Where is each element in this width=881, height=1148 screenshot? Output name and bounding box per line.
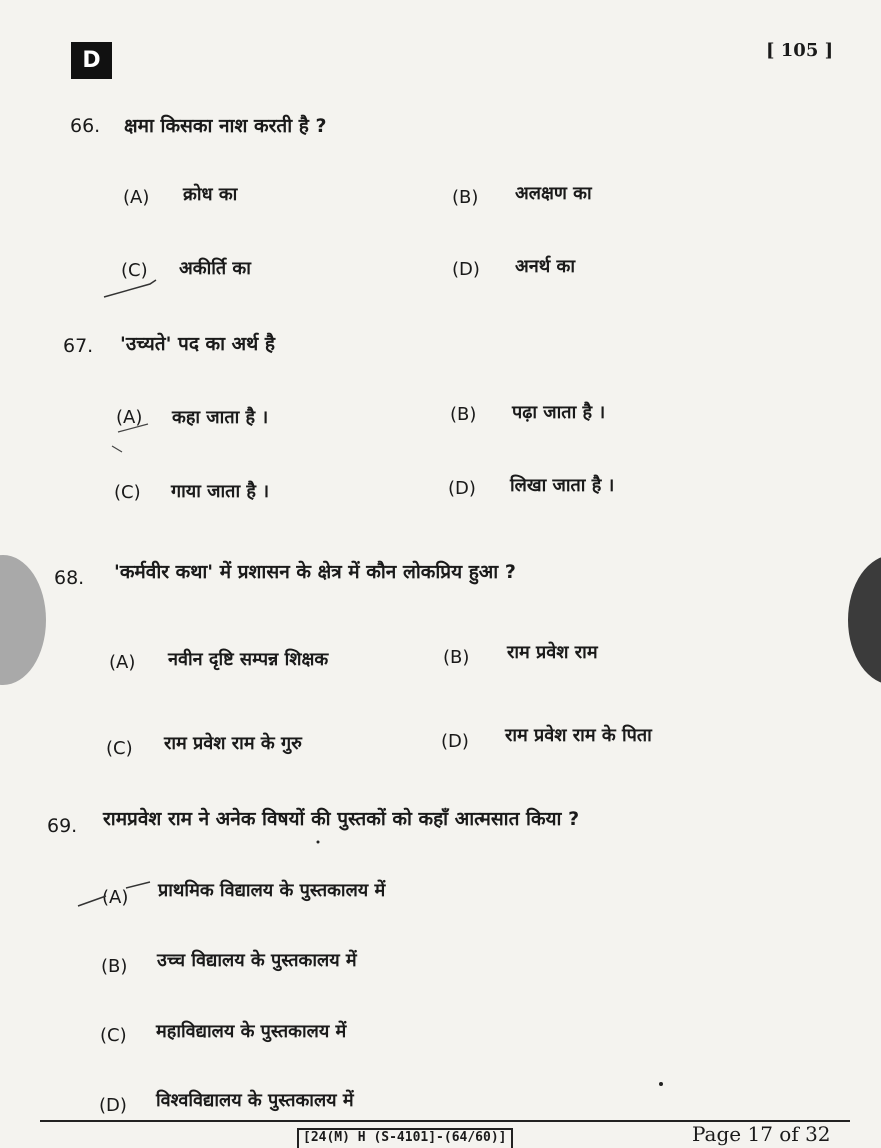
option-letter-c: (C) <box>100 1025 127 1046</box>
option-letter-b: (B) <box>452 187 479 208</box>
option-letter-b: (B) <box>450 404 477 425</box>
question-text: 'कर्मवीर कथा' में प्रशासन के क्षेत्र में कौन लोकप्रिय हुआ ? <box>114 561 516 583</box>
option-text-b: पढ़ा जाता है । <box>512 402 606 423</box>
option-text-d: राम प्रवेश राम के पिता <box>505 725 652 746</box>
answer-mark-69a <box>78 882 150 906</box>
option-letter-d: (D) <box>448 478 476 499</box>
option-letter-d: (D) <box>452 259 480 280</box>
option-text-d: विश्वविद्यालय के पुस्तकालय में <box>156 1090 354 1111</box>
question-text: रामप्रवेश राम ने अनेक विषयों की पुस्तकों को कहाँ आत्मसात किया ? <box>103 808 580 830</box>
footer-page-number: Page 17 of 32 <box>692 1122 831 1146</box>
option-text-b: उच्च विद्यालय के पुस्तकालय में <box>157 950 357 971</box>
ink-dot <box>317 841 320 844</box>
option-text-b: राम प्रवेश राम <box>507 642 598 663</box>
option-text-a: नवीन दृष्टि सम्पन्न शिक्षक <box>168 649 329 670</box>
option-letter-c: (C) <box>106 738 133 759</box>
option-text-b: अलक्षण का <box>515 183 592 204</box>
question-number: 68. <box>54 567 85 589</box>
question-text: क्षमा किसका नाश करती है ? <box>124 115 327 137</box>
question-number: 66. <box>70 115 101 137</box>
option-letter-a: (A) <box>102 887 129 908</box>
answer-mark-66c <box>104 280 156 297</box>
option-text-c: गाया जाता है । <box>171 481 270 502</box>
option-text-c: राम प्रवेश राम के गुरु <box>164 733 302 754</box>
option-letter-c: (C) <box>114 482 141 503</box>
option-text-d: अनर्थ का <box>515 256 575 277</box>
option-text-a: कहा जाता है । <box>172 407 269 428</box>
question-number: 67. <box>63 335 94 357</box>
answer-mark-67a <box>112 424 148 452</box>
ink-dot <box>659 1082 663 1086</box>
option-text-a: क्रोध का <box>183 184 238 205</box>
option-letter-b: (B) <box>443 647 470 668</box>
question-text: 'उच्यते' पद का अर्थ है <box>120 333 276 355</box>
option-letter-d: (D) <box>99 1095 127 1116</box>
option-letter-a: (A) <box>123 187 150 208</box>
option-text-a: प्राथमिक विद्यालय के पुस्तकालय में <box>158 880 386 901</box>
option-letter-c: (C) <box>121 260 148 281</box>
option-letter-b: (B) <box>101 956 128 977</box>
question-number: 69. <box>47 815 78 837</box>
set-label-badge: D <box>71 42 112 79</box>
option-text-c: महाविद्यालय के पुस्तकालय में <box>156 1021 347 1042</box>
footer-paper-code: [24(M) H (S-4101]-(64/60)] <box>297 1128 513 1148</box>
option-text-d: लिखा जाता है । <box>510 475 615 496</box>
page-code: [ 105 ] <box>766 40 834 61</box>
option-letter-a: (A) <box>116 407 143 428</box>
option-letter-a: (A) <box>109 652 136 673</box>
option-letter-d: (D) <box>441 731 469 752</box>
option-text-c: अकीर्ति का <box>179 258 251 279</box>
